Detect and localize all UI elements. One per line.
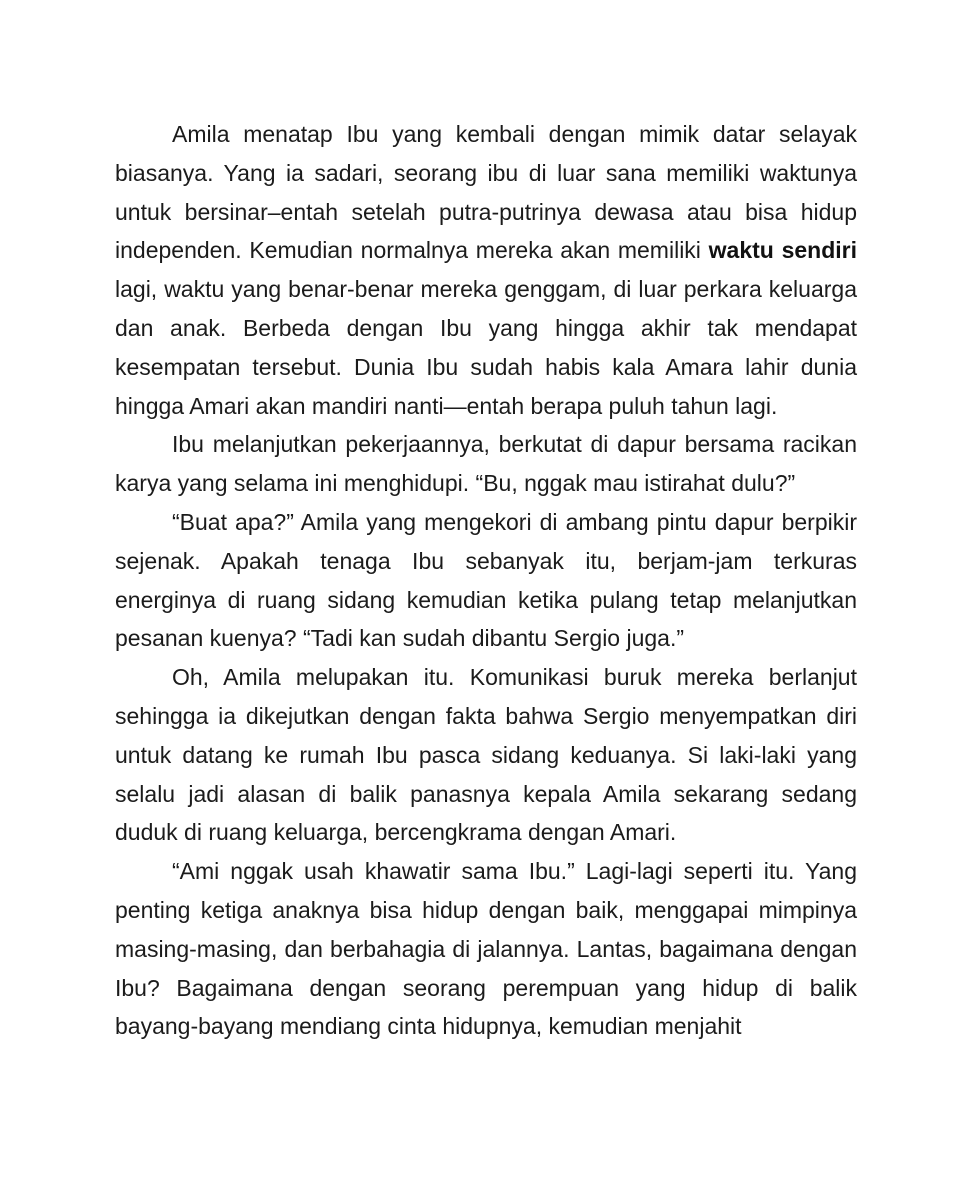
paragraph-5: “Ami nggak usah khawatir sama Ibu.” Lagi-lagi seperti itu. Yang penting ketiga anaknya bisa hidup dengan baik, menggapai mimpinya masing-masing, dan berbahagia di jalannya. Lantas, bagaimana dengan Ibu? Bagaimana dengan seorang perempuan yang hidup di balik bayang-bayang mendiang cinta hidupnya, kemudian menjahit xyxy=(115,858,857,1040)
paragraph-1-text-start: Amila menatap Ibu yang kembali dengan mimik datar selayak biasanya. Yang ia sadari, seorang ibu di luar sana memiliki waktunya untuk bersinar–entah setelah putra-putrinya dewasa atau bisa hidup independen. Kemudian normalnya mereka akan memiliki xyxy=(115,121,857,264)
paragraph-3: “Buat apa?” Amila yang mengekori di ambang pintu dapur berpikir sejenak. Apakah tenaga Ibu sebanyak itu, berjam-jam terkuras energinya di ruang sidang kemudian ketika pulang tetap melanjutkan pesanan kuenya? “Tadi kan sudah dibantu Sergio juga.” xyxy=(115,508,857,652)
paragraph-2: Ibu melanjutkan pekerjaannya, berkutat di dapur bersama racikan karya yang selama ini menghidupi. “Bu, nggak mau istirahat dulu?” xyxy=(115,431,857,497)
paragraph-4: Oh, Amila melupakan itu. Komunikasi buruk mereka berlanjut sehingga ia dikejutkan dengan fakta bahwa Sergio menyempatkan diri untuk datang ke rumah Ibu pasca sidang keduanya. Si laki-laki yang selalu jadi alasan di balik panasnya kepala Amila sekarang sedang duduk di ruang keluarga, bercengkrama dengan Amari. xyxy=(115,664,857,846)
page-text xyxy=(115,115,857,1046)
emphasis-waktu-sendiri: waktu sendiri xyxy=(708,237,857,264)
paragraph-1-text-end: lagi, waktu yang benar-benar mereka genggam, di luar perkara keluarga dan anak. Berbeda dengan Ibu yang hingga akhir tak mendapat kesempatan tersebut. Dunia Ibu sudah habis kala Amara lahir dunia hingga Amari akan mandiri nanti—entah berapa puluh tahun lagi. xyxy=(115,276,857,419)
paragraph-1 xyxy=(115,115,857,425)
